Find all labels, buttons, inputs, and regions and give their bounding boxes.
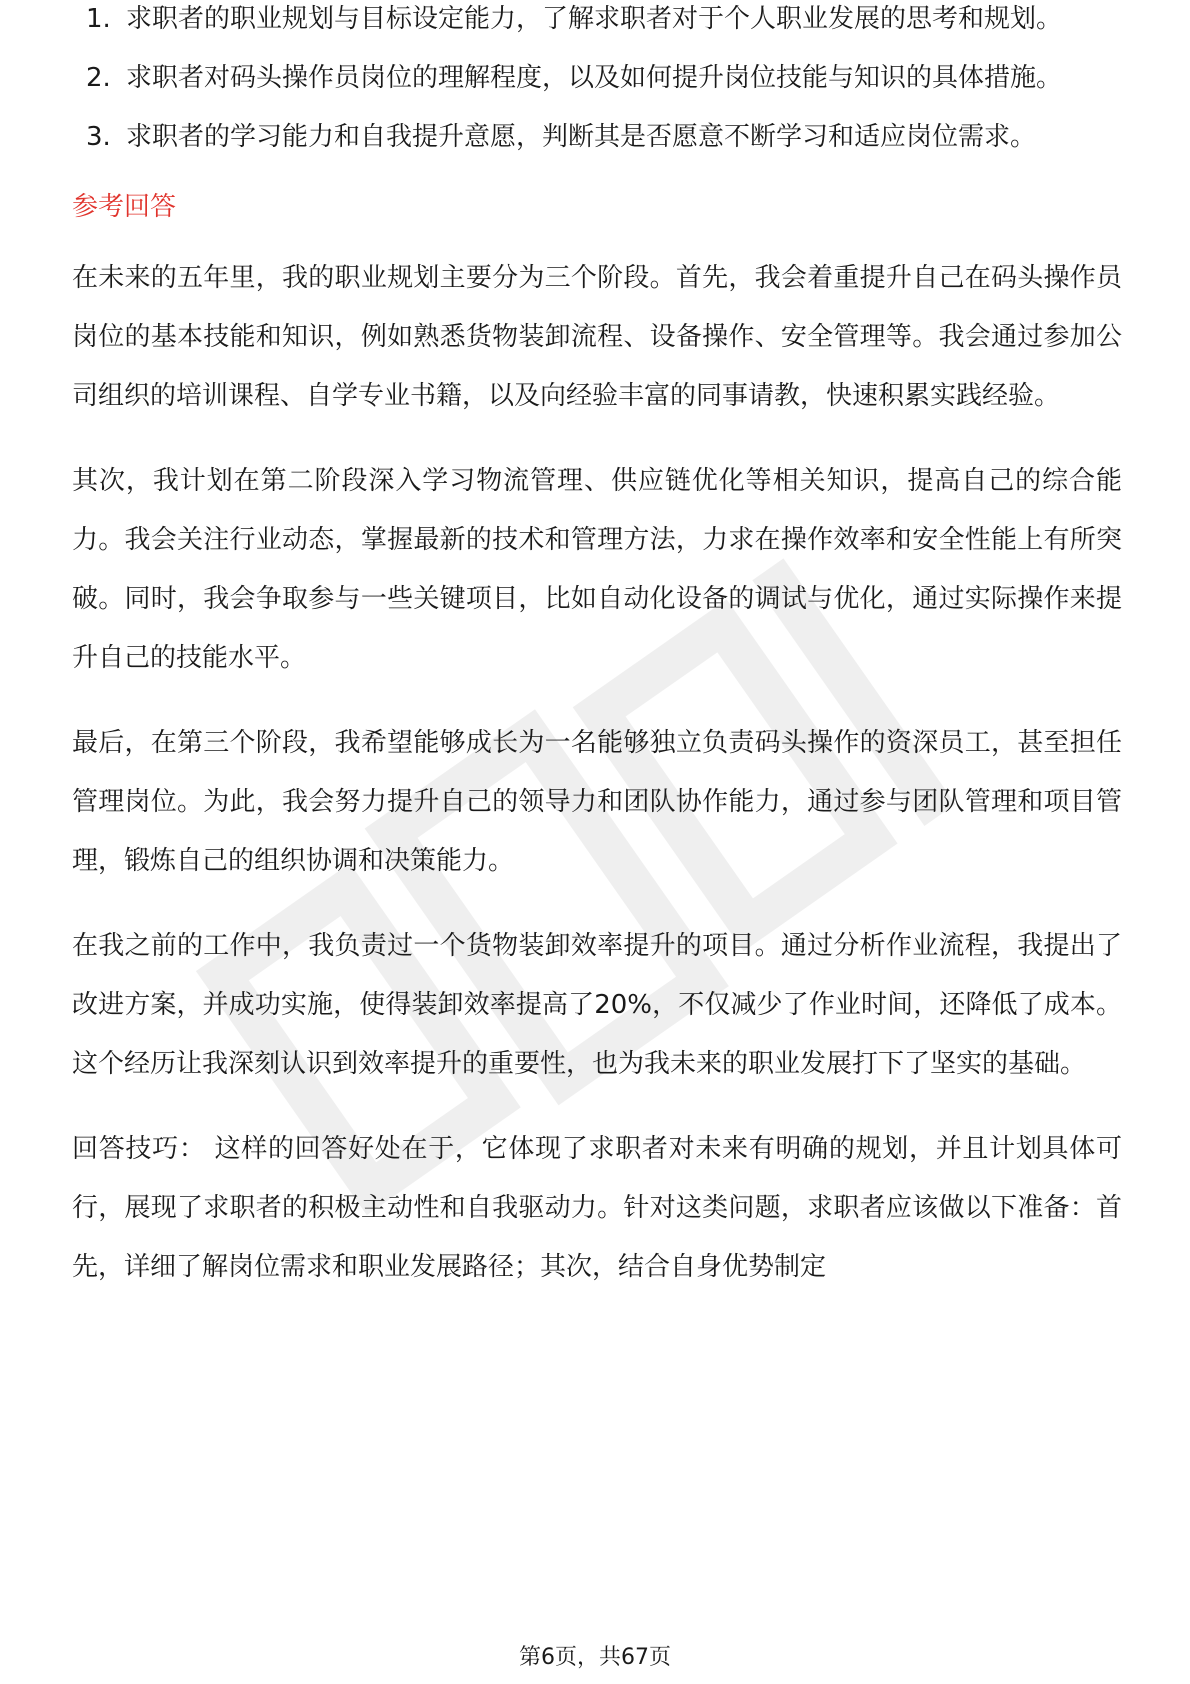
list-item [72, 108, 1122, 167]
list-item-number: 1. [86, 4, 111, 34]
list-item-text: 求职者的学习能力和自我提升意愿，判断其是否愿意不断学习和适应岗位需求。 [126, 122, 1037, 152]
list-item-text: 求职者的职业规划与目标设定能力，了解求职者对于个人职业发展的思考和规划。 [126, 4, 1063, 34]
list-item [72, 0, 1122, 49]
list-item [72, 49, 1122, 108]
answer-paragraph: 最后，在第三个阶段，我希望能够成长为一名能够独立负责码头操作的资深员工，甚至担任管理岗位。为此，我会努力提升自己的领导力和团队协作能力，通过参与团队管理和项目管理，锻炼自己的组织协调和决策能力。 [72, 728, 1122, 876]
answer-paragraph: 在未来的五年里，我的职业规划主要分为三个阶段。首先，我会着重提升自己在码头操作员岗位的基本技能和知识，例如熟悉货物装卸流程、设备操作、安全管理等。我会通过参加公司组织的培训课程、自学专业书籍，以及向经验丰富的同事请教，快速积累实践经验。 [72, 263, 1122, 411]
document-content [72, 0, 1122, 1323]
answer-tip-paragraph [72, 1120, 1122, 1297]
page-number-footer: 第6页，共67页 [519, 1645, 671, 1670]
evaluation-points-list [72, 0, 1122, 167]
answer-paragraph: 其次，我计划在第二阶段深入学习物流管理、供应链优化等相关知识，提高自己的综合能力。我会关注行业动态，掌握最新的技术和管理方法，力求在操作效率和安全性能上有所突破。同时，我会争取参与一些关键项目，比如自动化设备的调试与优化，通过实际操作来提升自己的技能水平。 [72, 466, 1122, 673]
list-item-number: 2. [86, 63, 111, 93]
tip-label: 回答技巧： [72, 1134, 206, 1164]
section-title: 参考回答 [72, 192, 177, 222]
list-item-text: 求职者对码头操作员岗位的理解程度，以及如何提升岗位技能与知识的具体措施。 [126, 63, 1063, 93]
list-item-number: 3. [86, 122, 111, 152]
tip-text: 这样的回答好处在于，它体现了求职者对未来有明确的规划，并且计划具体可行，展现了求职者的积极主动性和自我驱动力。针对这类问题，求职者应该做以下准备：首先，详细了解岗位需求和职业发展路径；其次，结合自身优势制定 [72, 1134, 1122, 1282]
answer-paragraph: 在我之前的工作中，我负责过一个货物装卸效率提升的项目。通过分析作业流程，我提出了改进方案，并成功实施，使得装卸效率提高了20%，不仅减少了作业时间，还降低了成本。这个经历让我深刻认识到效率提升的重要性，也为我未来的职业发展打下了坚实的基础。 [72, 931, 1122, 1079]
